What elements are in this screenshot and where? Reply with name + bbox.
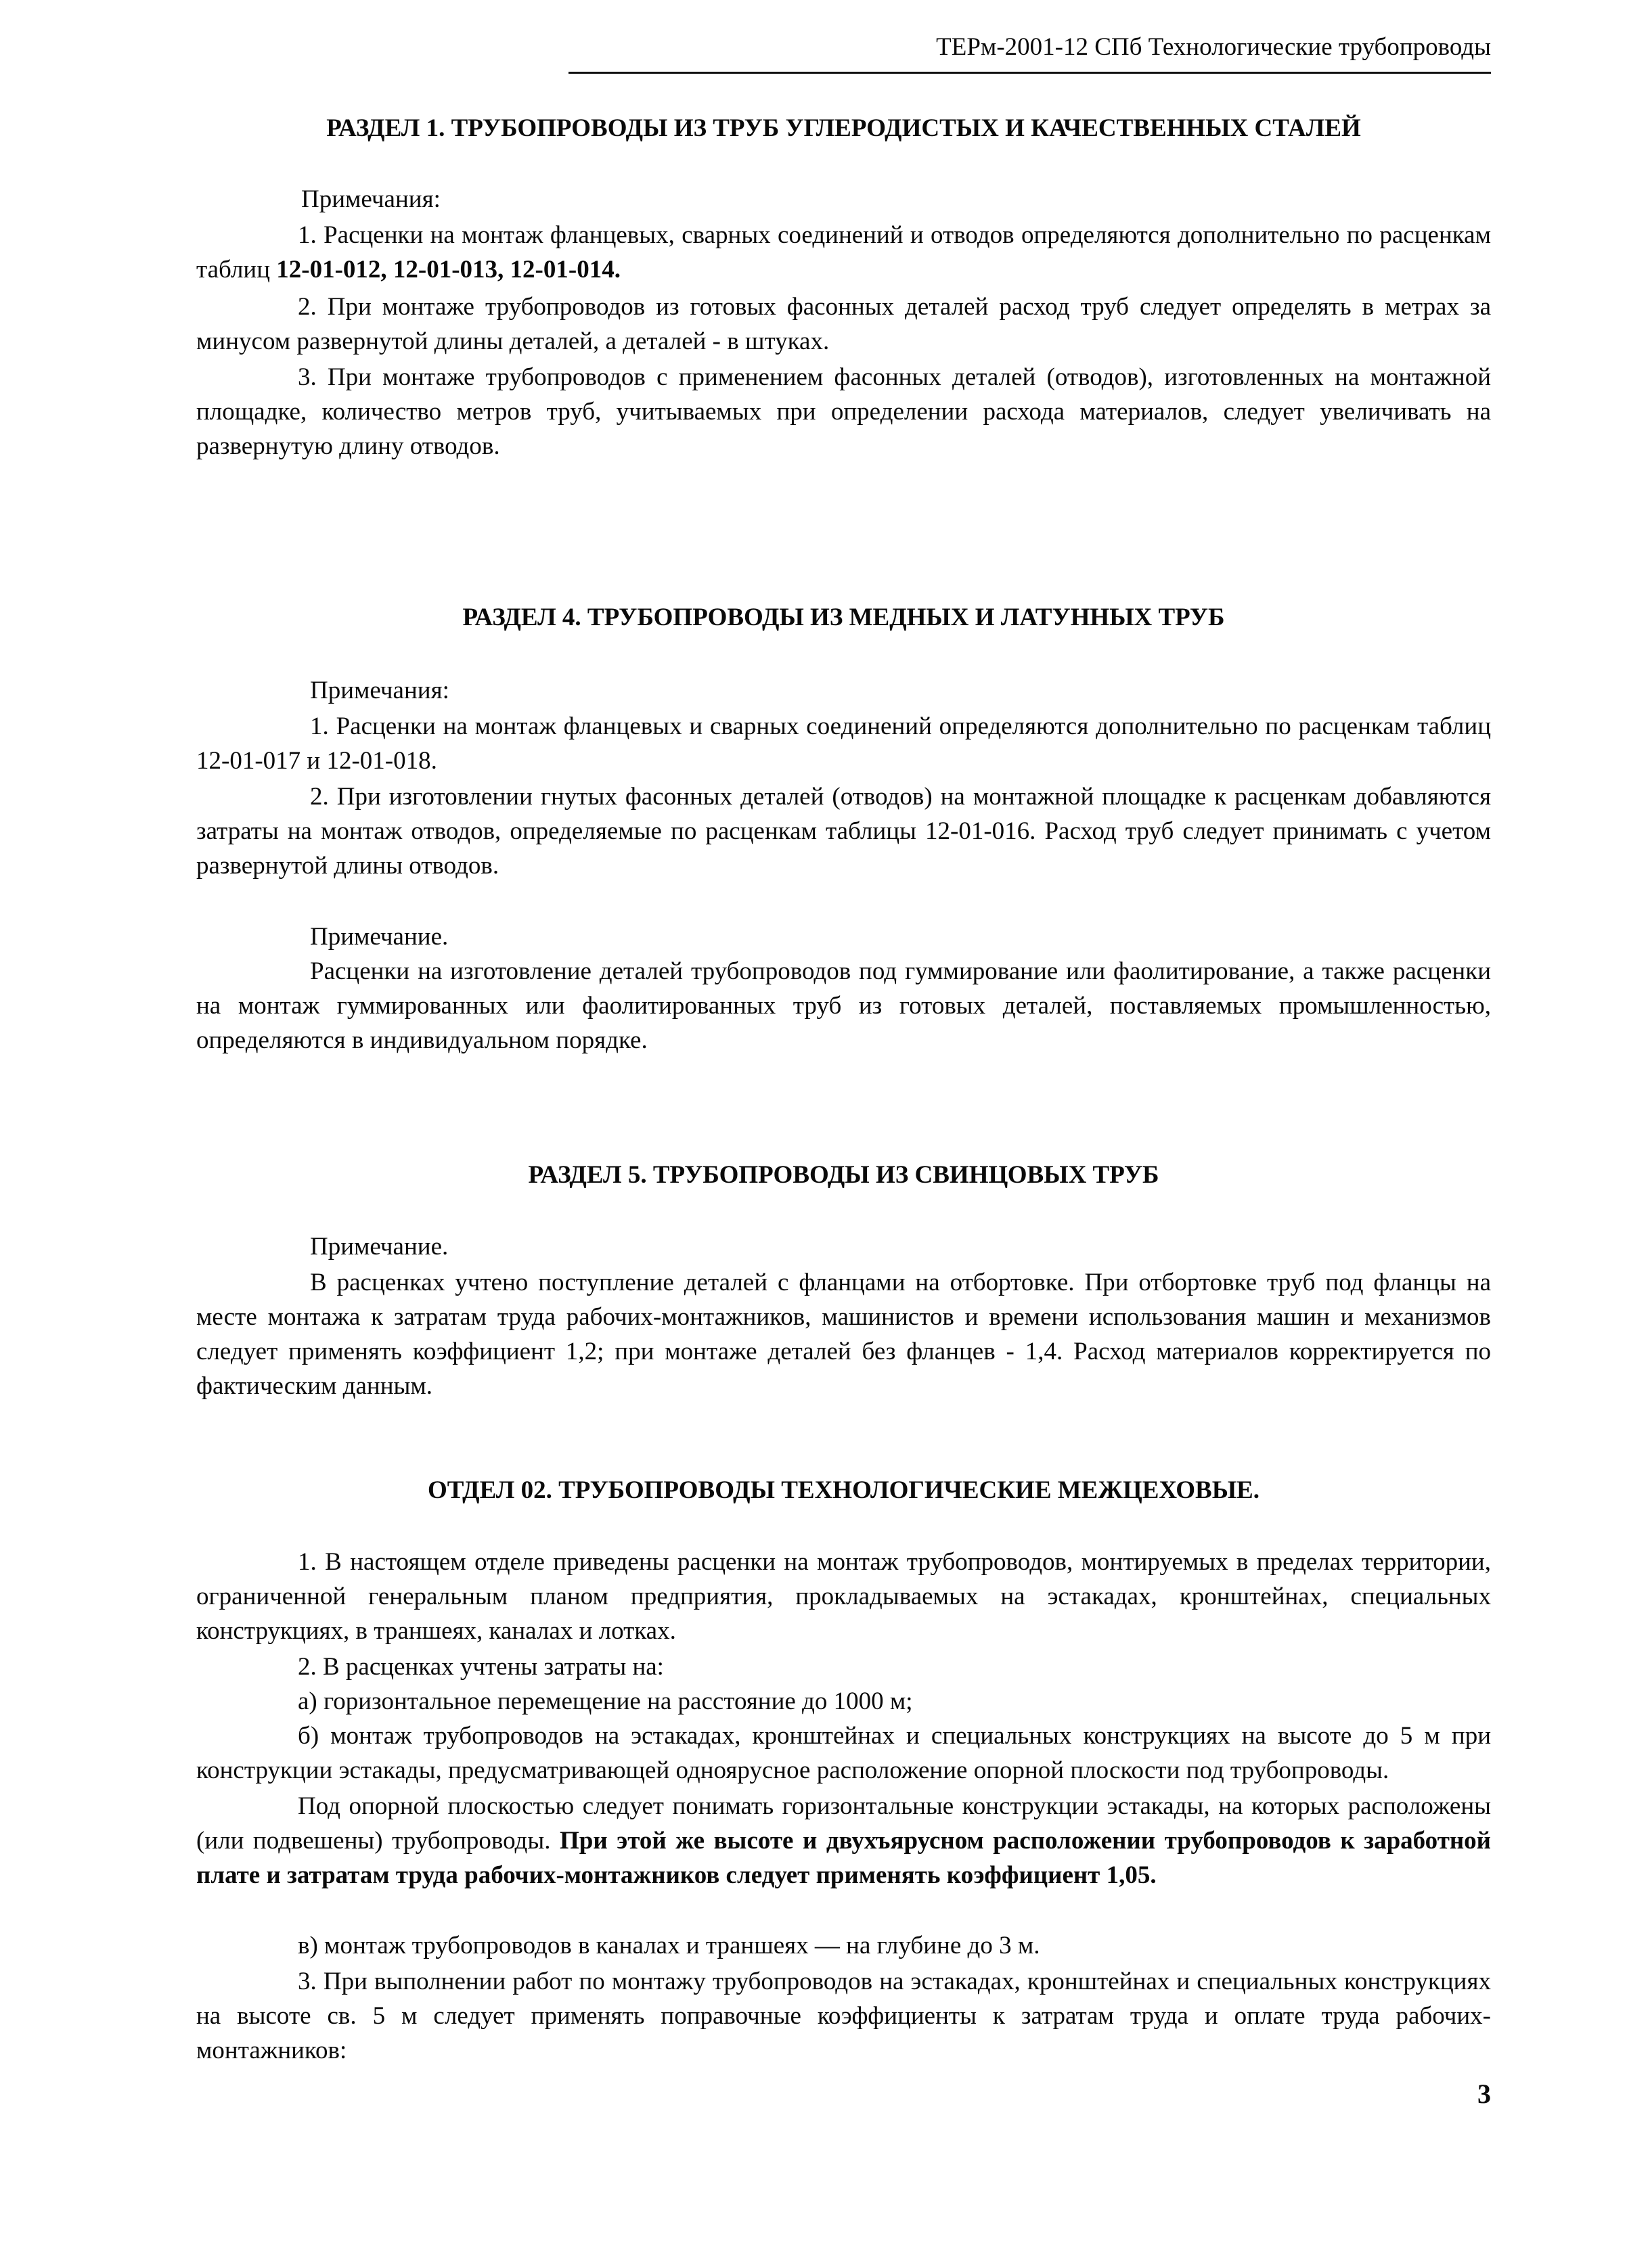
section-4-note-extra: Расценки на изготовление деталей трубопроводов под гуммирование или фаолитирование, а также расценки на монтаж гуммированных или фаолитированных труб из готовых деталей, поставляемых промышленностью, определяются в индивидуальном порядке. [196,957,1491,1054]
otdel-02-item-c: в) монтаж трубопроводов в каналах и траншеях — на глубине до 3 м. [298,1932,1040,1959]
section-5-title: РАЗДЕЛ 5. ТРУБОПРОВОДЫ ИЗ СВИНЦОВЫХ ТРУБ [528,1161,1159,1189]
section-1-notes-label: Примечания: [301,185,441,213]
otdel-02-paragraph-3: 3. При выполнении работ по монтажу трубопроводов на эстакадах, кронштейнах и специальных конструкциях на высоте св. 5 м следует применять поправочные коэффициенты к затратам труда и оплате труда рабочих-монтажников: [196,1968,1491,2064]
section-1-note-3: 3. При монтаже трубопроводов с применением фасонных деталей (отводов), изготовленных на монтажной площадке, количество метров труб, учитываемых при определении расхода материалов, следует увеличивать на развернутую длину отводов. [196,363,1491,460]
section-1-note-2: 2. При монтаже трубопроводов из готовых фасонных деталей расход труб следует определять в метрах за минусом развернутой длины деталей, а деталей - в штуках. [196,293,1491,355]
otdel-02-item-b-note-bold: При этой же высоте и двухъярусном расположении трубопроводов к заработной плате и затратам труда рабочих-монтажников следует применять коэффициент 1,05. [196,1827,1491,1889]
section-1-note-1-text: 1. Расценки на монтаж фланцевых, сварных соединений и отводов определяются дополнительно по расценкам таблиц [196,221,1491,284]
otdel-02-item-b-note-text: Под опорной плоскостью следует понимать горизонтальные конструкции эстакады, на которых расположены (или подвешены) трубопроводы. [196,1792,1491,1855]
section-4-note-label-2: Примечание. [310,923,449,951]
section-5-note-label: Примечание. [310,1233,449,1261]
section-4-note-2: 2. При изготовлении гнутых фасонных деталей (отводов) на монтажной площадке к расценкам добавляются затраты на монтаж отводов, определяемые по расценкам таблицы 12-01-016. Расход труб следует принимать с учетом развернутой длины отводов. [196,783,1491,880]
otdel-02-paragraph-2: 2. В расценках учтены затраты на: [298,1653,664,1681]
section-4-notes-label: Примечания: [310,677,449,704]
section-4-title: РАЗДЕЛ 4. ТРУБОПРОВОДЫ ИЗ МЕДНЫХ И ЛАТУННЫХ ТРУБ [462,604,1225,631]
otdel-02-item-a: а) горизонтальное перемещение на расстояние до 1000 м; [298,1687,913,1715]
page-number: 3 [1477,2079,1491,2109]
otdel-02-item-b: б) монтаж трубопроводов на эстакадах, кронштейнах и специальных конструкциях на высоте до 5 м при конструкции эстакады, предусматривающей одноярусное расположение опорной плоскости под трубопроводы. [196,1722,1491,1784]
running-header: ТЕРм-2001-12 СПб Технологические трубопроводы [936,33,1491,61]
section-4-note-1: 1. Расценки на монтаж фланцевых и сварных соединений определяются дополнительно по расценкам таблиц 12-01-017 и 12-01-018. [196,712,1491,775]
section-5-note: В расценках учтено поступление деталей с фланцами на отбортовке. При отбортовке труб под фланцы на месте монтажа к затратам труда рабочих-монтажников, машинистов и времени использования машин и механизмов следует применять коэффициент 1,2; при монтаже деталей без фланцев - 1,4. Расход материалов корректируется по фактическим данным. [196,1269,1491,1400]
section-1-note-1 [196,218,1491,287]
otdel-02-paragraph-1: 1. В настоящем отделе приведены расценки на монтаж трубопроводов, монтируемых в пределах территории, ограниченной генеральным планом предприятия, прокладываемых на эстакадах, кронштейнах, специальных конструкциях, в траншеях, каналах и лотках. [196,1548,1491,1645]
header-rule [568,72,1491,74]
otdel-02-item-b-note [196,1789,1491,1892]
section-1-note-1-tables: 12-01-012, 12-01-013, 12-01-014. [276,256,621,284]
otdel-02-title: ОТДЕЛ 02. ТРУБОПРОВОДЫ ТЕХНОЛОГИЧЕСКИЕ МЕЖЦЕХОВЫЕ. [428,1476,1259,1504]
section-1-title: РАЗДЕЛ 1. ТРУБОПРОВОДЫ ИЗ ТРУБ УГЛЕРОДИСТЫХ И КАЧЕСТВЕННЫХ СТАЛЕЙ [326,114,1361,142]
